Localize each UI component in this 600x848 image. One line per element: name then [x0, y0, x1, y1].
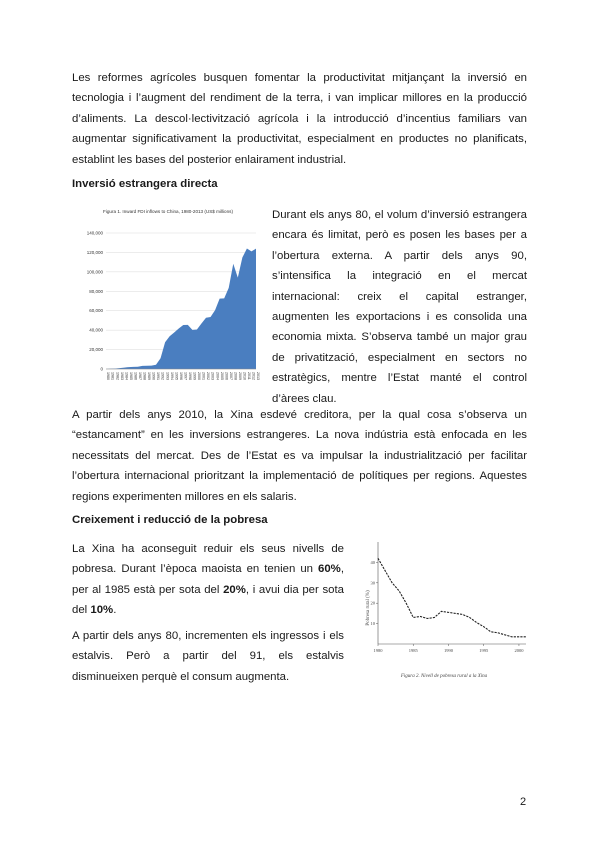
- poverty-x-tick-label: 2000: [514, 648, 524, 653]
- poverty-y-tick-label: 20: [370, 600, 375, 606]
- poverty-chart-figure: [356, 528, 532, 680]
- fdi-x-tick-label: 2007: [228, 372, 233, 380]
- intro-paragraph: Les reformes agrícoles busquen fomentar la productivitat mitjançant la inversió en tecnologia i l’augment del rendiment de la terra, i van implicar millores en la producció d’aliments. La descol·lectivització agrícola i la introducció d’incentius familiars van augmentar significativament la productivitat, especialment en productes no planificats, establint les bases del posterior enlairament industrial.: [72, 72, 527, 166]
- fdi-y-tick-label: 40,000: [89, 327, 103, 333]
- fdi-x-tick-label: 2008: [233, 372, 238, 380]
- fdi-y-tick-label: 120,000: [86, 249, 103, 255]
- fdi-x-tick-label: 1989: [147, 372, 152, 380]
- fdi-area-series: [106, 249, 256, 369]
- fdi-x-tick-label: 1991: [156, 372, 161, 380]
- poverty-paragraph-1: [72, 539, 344, 621]
- fdi-x-tick-label: 1997: [183, 372, 188, 380]
- fdi-y-tick-label: 100,000: [86, 269, 103, 275]
- fdi-x-tick-label: 1993: [165, 372, 170, 380]
- poverty-chart-caption: Figura 2. Nivell de pobresa rural a la Xina: [400, 674, 488, 679]
- section-heading-fdi: Inversió estrangera directa: [72, 178, 218, 190]
- fdi-x-tick-label: 1998: [188, 372, 193, 380]
- fdi-x-tick-label: 1990: [151, 372, 156, 380]
- fdi-x-tick-label: 2006: [224, 372, 229, 380]
- fdi-x-tick-label: 1986: [133, 372, 138, 380]
- poverty-x-tick-label: 1980: [373, 648, 383, 653]
- poverty-text-part2: , per al 1985 està per sota del: [72, 563, 344, 596]
- fdi-x-tick-label: 1985: [128, 372, 133, 380]
- fdi-x-tick-label: 1981: [110, 372, 115, 380]
- fdi-x-tick-label: 1982: [115, 372, 120, 380]
- poverty-value-1985: 20%: [223, 583, 246, 596]
- poverty-y-tick-label: 10: [370, 621, 375, 627]
- poverty-x-tick-label: 1995: [479, 648, 489, 653]
- fdi-x-tick-label: 2003: [210, 372, 215, 380]
- fdi-full-paragraph: A partir dels anys 2010, la Xina esdevé creditora, per la qual cosa s’observa un “estancament” en les inversions estrangeres. La nova indústria està enfocada en les necessitats del mercat. Des de l’Estat es va impulsar la industrialització per facilitar l’obertura internacional prioritzant la implementació de polítiques per regions. Aquestes regions experimenten millores en els salaris.: [72, 409, 527, 503]
- fdi-x-tick-label: 2012: [251, 372, 256, 380]
- fdi-x-tick-label: 2002: [206, 372, 211, 380]
- fdi-y-tick-label: 0: [100, 366, 103, 372]
- poverty-text-part4: .: [113, 604, 117, 617]
- fdi-chart-title: Figura 1. Inward FDI inflows to China, 1980-2013 (US$ millions): [103, 209, 233, 214]
- fdi-x-tick-label: 2011: [247, 372, 252, 380]
- poverty-value-today: 10%: [90, 604, 114, 617]
- fdi-x-tick-label: 1999: [192, 372, 197, 380]
- fdi-x-tick-label: 2009: [238, 372, 243, 380]
- fdi-y-tick-label: 20,000: [89, 347, 103, 353]
- fdi-x-tick-label: 1987: [138, 372, 143, 380]
- fdi-x-tick-label: 1988: [142, 372, 147, 380]
- poverty-paragraph-2: A partir dels anys 80, incrementen els ingressos i els estalvis. Però a partir del 91, els estalvis disminueixen perquè el consum augmenta.: [72, 630, 344, 683]
- fdi-x-tick-label: 2010: [242, 372, 247, 380]
- fdi-x-tick-label: 1994: [169, 372, 174, 380]
- section-heading-poverty: Creixement i reducció de la pobresa: [72, 514, 268, 526]
- fdi-area-chart: [72, 203, 264, 386]
- fdi-x-tick-label: 1984: [124, 372, 129, 380]
- fdi-y-tick-label: 140,000: [86, 230, 103, 236]
- poverty-y-tick-label: 40: [370, 559, 375, 565]
- poverty-x-tick-label: 1985: [408, 648, 418, 653]
- fdi-x-tick-label: 1980: [106, 372, 111, 380]
- fdi-y-tick-label: 80,000: [89, 288, 103, 294]
- fdi-chart-figure: [72, 203, 264, 386]
- poverty-y-tick-label: 30: [370, 580, 375, 586]
- fdi-x-tick-label: 2005: [219, 372, 224, 380]
- page-number: 2: [520, 796, 527, 808]
- fdi-x-tick-label: 1983: [119, 372, 124, 380]
- poverty-text-part1: La Xina ha aconseguit reduir els seus nivells de pobresa. Durant l’època maoista en tenien un: [72, 543, 344, 576]
- poverty-line-chart: [356, 528, 532, 680]
- fdi-x-tick-label: 2004: [215, 372, 220, 380]
- fdi-x-tick-label: 1992: [160, 372, 165, 380]
- poverty-text-part3: , i avui dia per sota del: [72, 583, 345, 617]
- poverty-x-tick-label: 1990: [443, 648, 453, 653]
- fdi-x-tick-label: 2001: [201, 372, 206, 380]
- poverty-y-axis-label: Pobresa rural (%): [366, 590, 371, 626]
- fdi-x-tick-label: 2013: [256, 372, 261, 380]
- fdi-x-tick-label: 1996: [178, 372, 183, 380]
- fdi-x-tick-label: 2000: [197, 372, 202, 380]
- fdi-y-tick-label: 60,000: [89, 308, 103, 314]
- poverty-value-maoist: 60%: [318, 563, 341, 576]
- poverty-line-series: [378, 558, 526, 637]
- fdi-x-tick-label: 1995: [174, 372, 179, 380]
- fdi-side-paragraph: Durant els anys 80, el volum d’inversió estrangera encara és limitat, però es posen les bases per a l’obertura externa. A partir dels anys 90, s’intensifica la integració en el mercat internacional: creix el capital estranger, augmenten les exportacions i es consolida una economia mixta. S’observa també un major grau de privatització, especialment en sectors no estratègics, mentre l’Estat manté el control d’àrees clau.: [272, 209, 527, 405]
